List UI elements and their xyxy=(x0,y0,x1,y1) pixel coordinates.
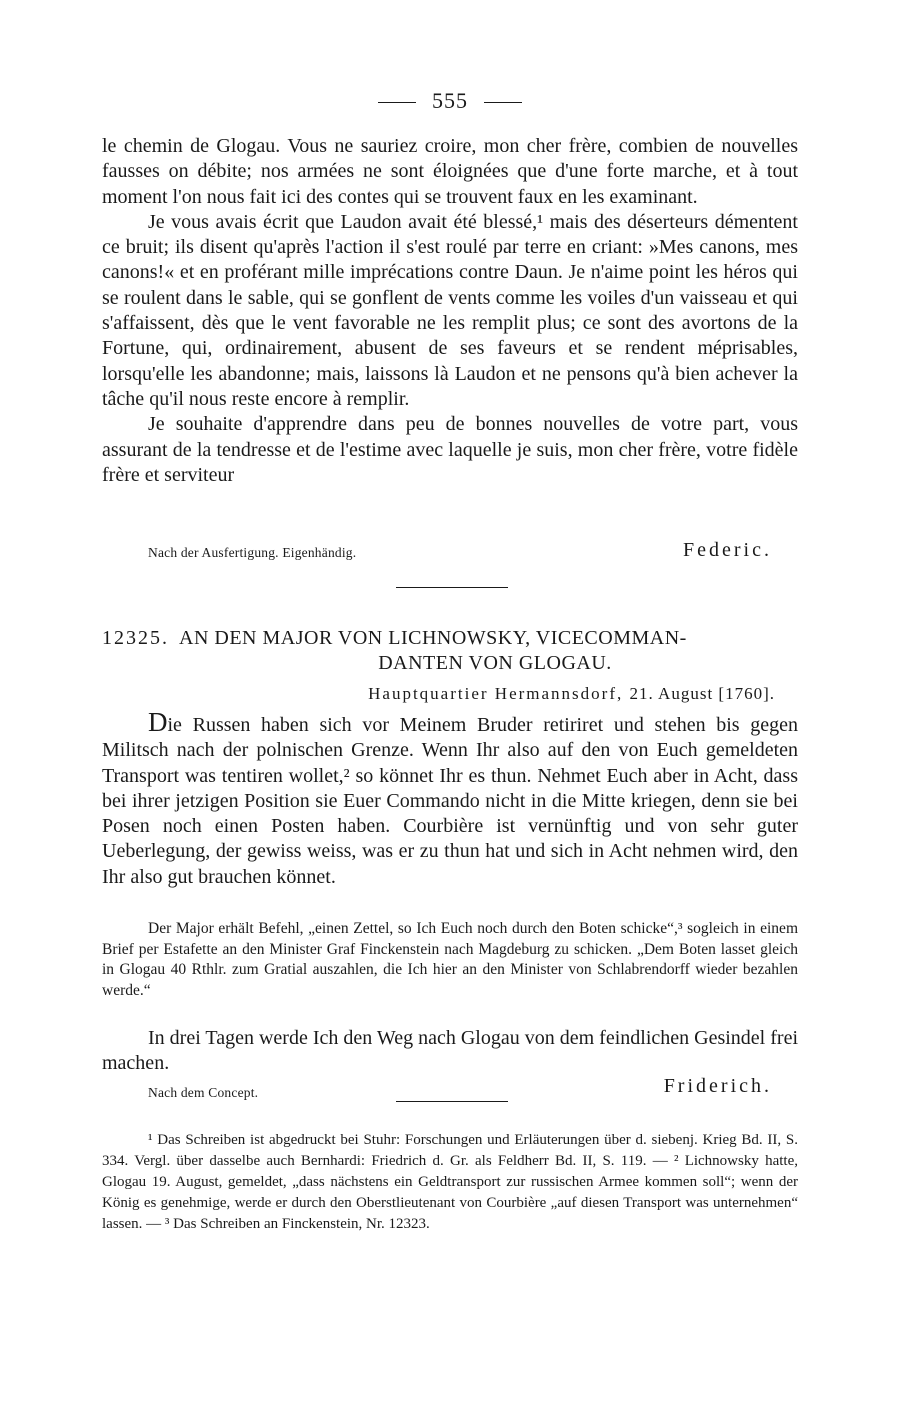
separator-rule xyxy=(396,587,508,588)
letter2-number: 12325. xyxy=(102,627,169,649)
letter1-signature: Federic. xyxy=(683,539,772,561)
letter2-paragraph-text: ie Russen haben sich vor Meinem Bruder retiriret und stehen bis gegen Militsch nach der polnischen Grenze. Wenn Ihr also auf den von Euch gemeldeten Transport was tentiren wollet,² so könnet Ihr es thun. Nehmet Euch aber in Acht, dass bei ihrer jetzigen Position sie Euer Commando nicht in die Mitte kriegen, denn sie bei Posen noch einen Posten haben. Courbière ist vernünftig und von sehr guter Ueberlegung, der gewiss weiss, was er zu thun hat und sich in Acht nehmen wird, den Ihr also gut brauchen könnet. xyxy=(102,714,798,888)
header-dash-left xyxy=(378,102,416,103)
letter2-place: Hauptquartier Hermannsdorf, xyxy=(368,684,624,703)
letter1-body xyxy=(102,134,798,488)
letter2-title-line1: AN DEN MAJOR VON LICHNOWSKY, VICECOMMAN- xyxy=(179,627,687,649)
letter2-small-paragraph: Der Major erhält Befehl, „einen Zettel, so Ich Euch noch durch den Boten schicke“,³ sogleich in einem Brief per Estafette an den Minister Graf Finckenstein nach Magdeburg zu schicken. „Dem Boten lasset gleich in Glogau 40 Rthlr. zum Gratial auszahlen, die Ich hier an den Minister von Schlabrendorff wieder bezahlen werde.“ xyxy=(102,920,798,999)
letter2-paragraph xyxy=(102,707,798,890)
footnote-rule xyxy=(396,1101,508,1102)
letter2-body xyxy=(102,707,798,890)
letter1-paragraph: le chemin de Glogau. Vous ne sauriez croire, mon cher frère, combien de nouvelles fausses on débite; nos armées ne sont éloignées que d'une forte marche, et à tout moment l'on nous fait ici des contes qui se trouvent faux en les examinant. xyxy=(102,135,798,208)
letter2-dropcap: D xyxy=(148,707,168,737)
letter1-paragraph: Je vous avais écrit que Laudon avait été blessé,¹ mais des déserteurs démentent ce bruit; ils disent qu'après l'action il s'est roulé par terre en criant: »Mes canons, mes canons!« et en proférant mille imprécations contre Daun. Je n'aime point les héros qui se roulent dans le sable, qui se gonflent de vents comme les voiles d'un vaisseau et qui s'affaissent, dès que le vent favorable ne les remplit plus; ce sont des avortons de la Fortune, qui, ordinairement, abusent de ses faveurs et se rendent méprisables, lorsqu'elle les abandonne; mais, laissons là Laudon et ne pensons qu'à bien achever la tâche qu'il nous reste encore à remplir. xyxy=(102,210,798,410)
page-number: 555 xyxy=(432,88,468,113)
page-header xyxy=(0,88,900,114)
footnote-text: ¹ Das Schreiben ist abgedruckt bei Stuhr: Forschungen und Erläuterungen über d. siebenj. Krieg Bd. II, S. 334. Vergl. über dasselbe auch Bernhardi: Friedrich d. Gr. als Feldherr Bd. II, S. 119. — ² Lichnowsky hatte, Glogau 19. August, gemeldet, „dass nächstens ein Geldtransport zur russischen Armee kommen soll“; wenn der König es genehmige, werde er durch den Oberstlieutenant von Courbière „auf diesen Transport was unternehmen“ lassen. — ³ Das Schreiben an Finckenstein, Nr. 12323. xyxy=(102,1132,798,1232)
letter1-paragraph: Je souhaite d'apprendre dans peu de bonnes nouvelles de votre part, vous assurant de la tendresse et de l'estime avec laquelle je suis, mon cher frère, votre fidèle frère et serviteur xyxy=(102,413,798,486)
letter2-heading xyxy=(102,626,798,676)
letter2-paragraph: In drei Tagen werde Ich den Weg nach Glogau von dem feindlichen Gesindel frei machen. xyxy=(102,1027,798,1075)
letter2-signature: Friderich. xyxy=(663,1075,772,1097)
letter1-source-note: Nach der Ausfertigung. Eigenhändig. xyxy=(148,545,357,560)
letter2-date: 21. August [1760]. xyxy=(629,684,775,703)
footnotes xyxy=(102,1130,798,1235)
letter2-closing xyxy=(102,1026,798,1077)
letter2-source-note: Nach dem Concept. xyxy=(148,1085,259,1100)
letter2-place-date xyxy=(368,684,775,704)
header-dash-right xyxy=(484,102,522,103)
letter2-summary xyxy=(102,919,798,1001)
letter2-title-line2: DANTEN VON GLOGAU. xyxy=(378,652,612,674)
